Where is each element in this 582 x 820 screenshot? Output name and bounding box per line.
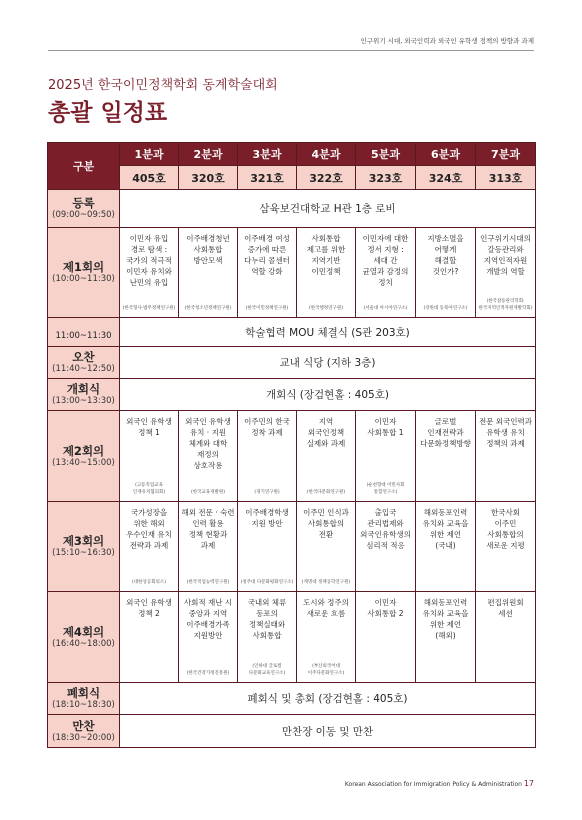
session-cell [120, 228, 179, 318]
session-cell [476, 592, 536, 683]
row-time: (09:00~09:50) [52, 210, 115, 220]
session-cell [416, 502, 476, 592]
session-title: 국가성장을 위한 해외 우수인재 유치 전략과 과제 [126, 508, 172, 550]
session-room: 322호 [297, 166, 356, 190]
session-title: 인구위기시대의 갈등관리와 지역인적자원 개발의 역할 [480, 234, 531, 276]
session-title: 해외동포인력 유치와 교육을 위한 제언 (해외) [422, 598, 469, 640]
session-cell [297, 228, 356, 318]
closing-text: 폐회식 및 총회 (장검현홀 : 405호) [120, 683, 536, 715]
session-title: 이주민의 한국 정착 과제 [244, 417, 290, 437]
session-organizer: (순천향대 이민사회 통합연구소) [366, 483, 405, 495]
row-label [48, 347, 120, 379]
session-cell [179, 411, 238, 502]
session-name: 4분과 [297, 143, 356, 166]
session-name: 3분과 [238, 143, 297, 166]
session-organizer: (인하대 글로컬 다문화교육연구소) [248, 664, 286, 676]
session-organizer: (한국이민정책연구원) [245, 306, 289, 311]
session-title: 이주배경학생 지원 방안 [245, 508, 289, 528]
mou-text: 학술협력 MOU 체결식 (S관 203호) [120, 318, 536, 347]
row-time: (13:40~15:00) [52, 457, 115, 468]
page-number: 17 [523, 779, 534, 788]
session-cell [238, 502, 297, 592]
session-title: 지역 외국인정책 실제와 과제 [306, 417, 346, 448]
session-name: 2분과 [179, 143, 238, 166]
session-organizer: (한국청소년정책연구원) [184, 306, 232, 311]
opening-row [48, 379, 536, 411]
session-room: 323호 [356, 166, 416, 190]
row-time: (10:00~11:30) [52, 274, 115, 284]
session-title: 이민자 유입 경로 탐색 : 국가의 적극적 이민자 유치와 난민의 유입 [126, 234, 172, 287]
row-time: (16:40~18:00) [52, 638, 115, 649]
row-label [48, 411, 120, 502]
schedule-table [47, 142, 536, 748]
session-organizer: (한국건강가정진흥원) [186, 671, 230, 676]
session-name: 6분과 [416, 143, 476, 166]
session-organizer: (한국직업능력연구원) [186, 580, 230, 585]
session-title: 도시와 정주의 새로운 흐름 [303, 598, 349, 618]
session-cell [297, 411, 356, 502]
running-head: 인구위기 시대, 외국인력과 외국인 유학생 정책의 방향과 과제 [360, 37, 534, 45]
row-label [48, 318, 120, 347]
page-title: 총괄 일정표 [48, 100, 168, 126]
session-room: 313호 [476, 166, 536, 190]
row-time: (11:40~12:50) [52, 364, 115, 374]
session-organizer: (서울대 아시아연구소) [363, 306, 408, 311]
session-title: 이민자에 대한 정서 지형 : 세대 간 균열과 감정의 정치 [362, 234, 409, 287]
session-cell [120, 411, 179, 502]
row-label [48, 502, 120, 592]
session-cell [356, 502, 416, 592]
session-cell [416, 411, 476, 502]
session-cell [238, 411, 297, 502]
row-label [48, 379, 120, 411]
row-name: 제2회의 [62, 443, 105, 458]
session-cell [179, 502, 238, 592]
session-title: 한국사회 이주민 사회통합의 새로운 지평 [486, 508, 525, 550]
header-row-sessions [48, 143, 536, 166]
session-cell [238, 228, 297, 318]
session-title: 이주민 인식과 사회통합의 전환 [303, 508, 349, 539]
page-subtitle: 2025년 한국이민정책학회 동계학술대회 [48, 78, 278, 93]
session-room: 321호 [238, 166, 297, 190]
row-name: 만찬 [72, 718, 95, 733]
session-organizer: (부산외국어대 이주다문화연구소) [307, 664, 345, 676]
row-time: (15:10~16:30) [52, 548, 115, 558]
session-organizer: (고등직업교육 인재유치협의회) [132, 483, 166, 495]
session-title: 외국인 유학생 정책 2 [126, 598, 172, 618]
row-name: 개회식 [66, 382, 101, 396]
session-organizer: (한국교육개발원) [191, 490, 225, 495]
session-cell [416, 228, 476, 318]
session-cell [120, 502, 179, 592]
session-name: 1분과 [120, 143, 179, 166]
session-cell [476, 411, 536, 502]
session-cell [356, 592, 416, 683]
session-room: 405호 [120, 166, 179, 190]
row-label [48, 190, 120, 228]
session-cell [179, 228, 238, 318]
session-title: 이민자 사회통합 2 [367, 598, 404, 618]
session-cell [416, 592, 476, 683]
session-cell [297, 592, 356, 683]
row-label [48, 228, 120, 318]
session-title: 이주배경청년 사회통합 방안모색 [186, 234, 230, 265]
opening-text: 개회식 (장검현홀 : 405호) [120, 379, 536, 411]
row-time: (18:10~18:30) [52, 700, 115, 710]
dinner-row [48, 715, 536, 748]
row-name: 등록 [72, 196, 95, 210]
header-rule [48, 50, 534, 51]
registration-row [48, 190, 536, 228]
dinner-text: 만찬장 이동 및 만찬 [120, 715, 536, 748]
round3-row [48, 502, 536, 592]
round4-row [48, 592, 536, 683]
session-title: 글로벌 인재전략과 다문화정책방향 [420, 417, 471, 448]
row-name: 제3회의 [62, 534, 105, 548]
closing-row [48, 683, 536, 715]
row-name: 오찬 [72, 350, 95, 364]
session-title: 해외동포인력 유치와 교육을 위한 제언 (국내) [422, 508, 469, 550]
session-cell [476, 502, 536, 592]
session-title: 사회통합 제고를 위한 지역기반 이민정책 [306, 234, 346, 276]
round1-row [48, 228, 536, 318]
session-organizer: (계명대 정책공학연구원) [301, 580, 351, 585]
session-cell [476, 228, 536, 318]
session-title: 편집위원회 세션 [487, 598, 524, 618]
session-cell [297, 502, 356, 592]
row-name: 제4회의 [62, 624, 105, 639]
row-time: (13:00~13:30) [52, 396, 115, 406]
session-title: 지방소멸을 어떻게 해결할 것인가? [427, 234, 464, 276]
row-name: 폐회식 [66, 686, 101, 700]
header-label: 구분 [48, 143, 120, 190]
session-cell [238, 592, 297, 683]
row-time: (18:30~20:00) [52, 732, 115, 743]
session-name: 7분과 [476, 143, 536, 166]
session-organizer: (한국행정연구원) [309, 306, 343, 311]
session-title: 전문 외국인력과 유학생 유치 정책의 과제 [478, 417, 533, 448]
session-organizer: (경기연구원) [254, 490, 280, 495]
registration-text: 삼육보건대학교 H관 1층 로비 [120, 190, 536, 228]
session-organizer: (강원대 동북아연구소) [423, 306, 468, 311]
session-organizer: (청주대 다문화평화연구소) [240, 580, 294, 585]
row-label [48, 715, 120, 748]
session-title: 해외 전문 · 숙련 인력 활용 정책 현황과 과제 [181, 508, 235, 550]
session-organizer: (한국갈등관리학회· 한국지역인적자원개발학회) [478, 299, 533, 311]
row-label [48, 683, 120, 715]
session-room: 320호 [179, 166, 238, 190]
session-title: 외국인 유학생 유치 · 지원 체계와 대학 재정의 상호작용 [185, 417, 231, 470]
session-name: 5분과 [356, 143, 416, 166]
session-title: 국내외 체류 동포의 정책실태와 사회통합 [247, 598, 287, 640]
session-room: 324호 [416, 166, 476, 190]
session-organizer: (대한상공회의소) [132, 580, 166, 585]
session-organizer: (한국형사·법무정책연구원) [122, 306, 176, 311]
mou-row [48, 318, 536, 347]
row-time: 11:00~11:30 [55, 330, 112, 341]
row-label [48, 592, 120, 683]
header-row-rooms [48, 166, 536, 190]
lunch-row [48, 347, 536, 379]
round2-row [48, 411, 536, 502]
session-title: 외국인 유학생 정책 1 [126, 417, 172, 437]
session-title: 사회적 재난 시 중앙과 지역 이주배경가족 지원방안 [183, 598, 233, 640]
footer-text: Korean Association for Immigration Policy & Administration [344, 781, 522, 788]
session-title: 이주배경 여성 증가에 따른 다누리 콜센터 역할 강화 [244, 234, 290, 276]
session-cell [356, 411, 416, 502]
session-organizer: (한국다문화연구원) [306, 490, 346, 495]
session-cell [120, 592, 179, 683]
session-cell [356, 228, 416, 318]
session-cell [179, 592, 238, 683]
lunch-text: 교내 식당 (지하 3층) [120, 347, 536, 379]
row-name: 제1회의 [62, 260, 105, 274]
session-title: 이민자 사회통합 1 [367, 417, 404, 437]
session-title: 출입국 관리법제와 외국인유학생의 심리적 적응 [360, 508, 411, 550]
